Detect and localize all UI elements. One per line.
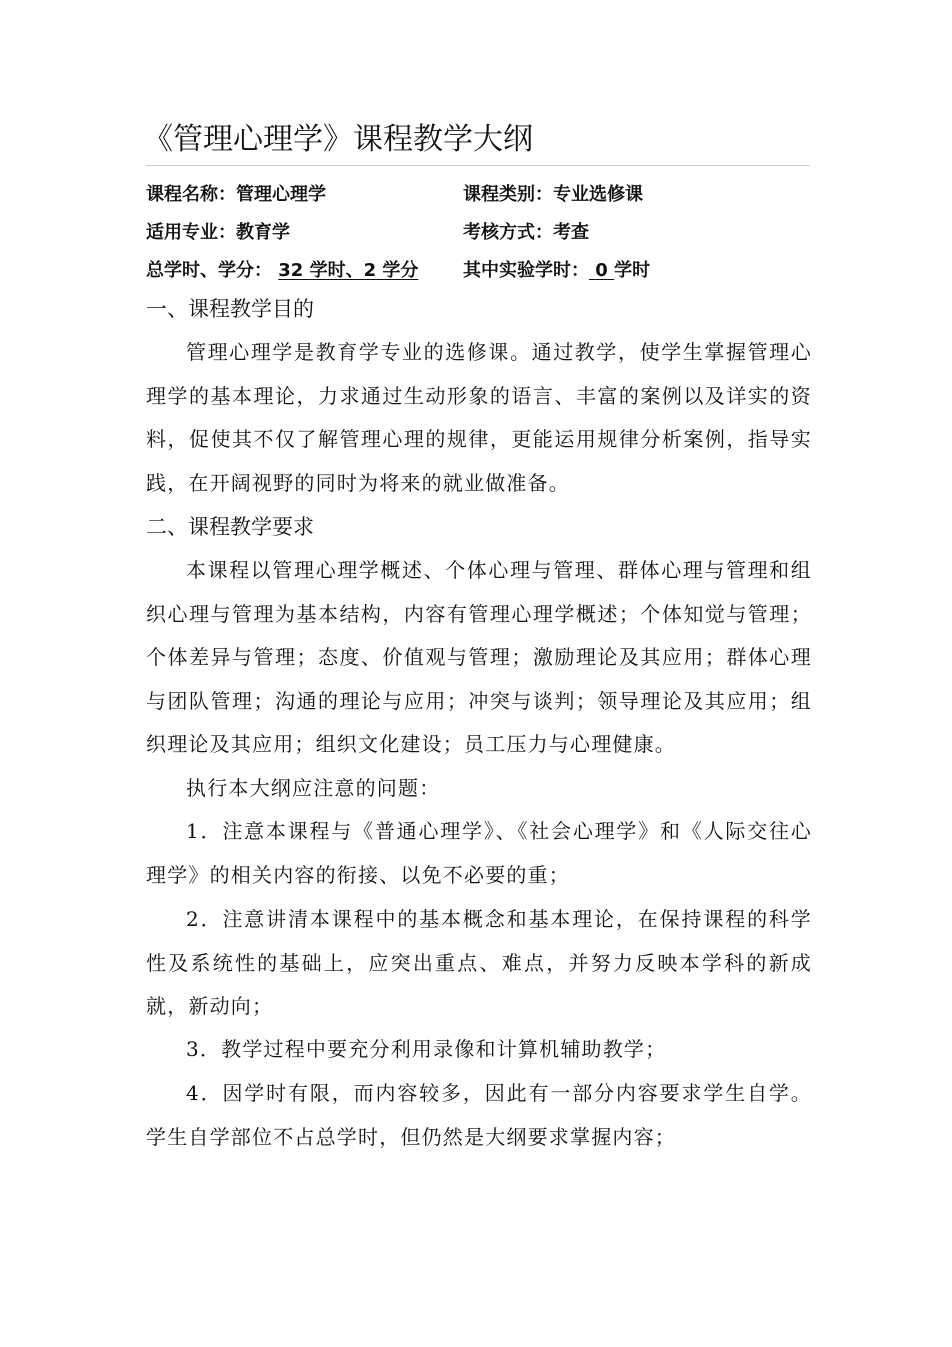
section1-paragraph: 管理心理学是教育学专业的选修课。通过教学，使学生掌握管理心理学的基本理论，力求通过生动形象的语言、丰富的案例以及详实的资料，促使其不仅了解管理心理的规律，更能运用规律分析案例，指导实践，在开阔视野的同时为将来的就业做准备。 <box>146 340 812 495</box>
course-name-value: 管理心理学 <box>236 184 326 205</box>
notes-intro: 执行本大纲应注意的问题： <box>186 776 441 800</box>
assessment-label: 考核方式： <box>463 222 553 243</box>
hours-credits-field <box>146 258 418 284</box>
major-label: 适用专业： <box>146 222 236 243</box>
section2-paragraph: 本课程以管理心理学概述、个体心理与管理、群体心理与管理和组织心理与管理为基本结构，内容有管理心理学概述；个体知觉与管理；个体差异与管理；态度、价值观与管理；激励理论及其应用；群体心理与团队管理；沟通的理论与应用；冲突与谈判；领导理论及其应用；组织理论及其应用；组织文化建设；员工压力与心理健康。 <box>146 558 812 756</box>
assessment-field <box>463 220 589 246</box>
course-name-field <box>146 182 326 208</box>
list-item-4: 4．因学时有限，而内容较多，因此有一部分内容要求学生自学。学生自学部位不占总学时，但仍然是大纲要求掌握内容； <box>146 1081 812 1149</box>
lab-hours-label: 其中实验学时： <box>463 260 589 281</box>
course-name-label: 课程名称： <box>146 184 236 205</box>
lab-hours-field <box>463 258 650 284</box>
major-field <box>146 220 290 246</box>
document-title: 《管理心理学》课程教学大纲 <box>143 122 533 157</box>
major-value: 教育学 <box>236 222 290 243</box>
section2-heading: 二、课程教学要求 <box>146 515 314 539</box>
list-item-1: 1．注意本课程与《普通心理学》、《社会心理学》和《人际交往心理学》的相关内容的衔接、以免不必要的重； <box>146 819 812 887</box>
course-type-value: 专业选修课 <box>553 184 643 205</box>
title-divider <box>146 165 810 166</box>
lab-hours-value: 0 <box>595 260 608 281</box>
hours-credits-label: 总学时、学分： <box>146 260 272 281</box>
course-type-field <box>463 182 643 208</box>
lab-hours-unit: 学时 <box>614 260 651 281</box>
list-item-2: 2．注意讲清本课程中的基本概念和基本理论，在保持课程的科学性及系统性的基础上，应突出重点、难点，并努力反映本学科的新成就，新动向； <box>146 907 812 1018</box>
hours-credits-value: 32 学时、2 学分 <box>278 260 419 281</box>
assessment-value: 考查 <box>553 222 589 243</box>
list-item-3: 3．教学过程中要充分利用录像和计算机辅助教学； <box>186 1037 667 1061</box>
section1-heading: 一、课程教学目的 <box>146 297 314 321</box>
course-type-label: 课程类别： <box>463 184 553 205</box>
